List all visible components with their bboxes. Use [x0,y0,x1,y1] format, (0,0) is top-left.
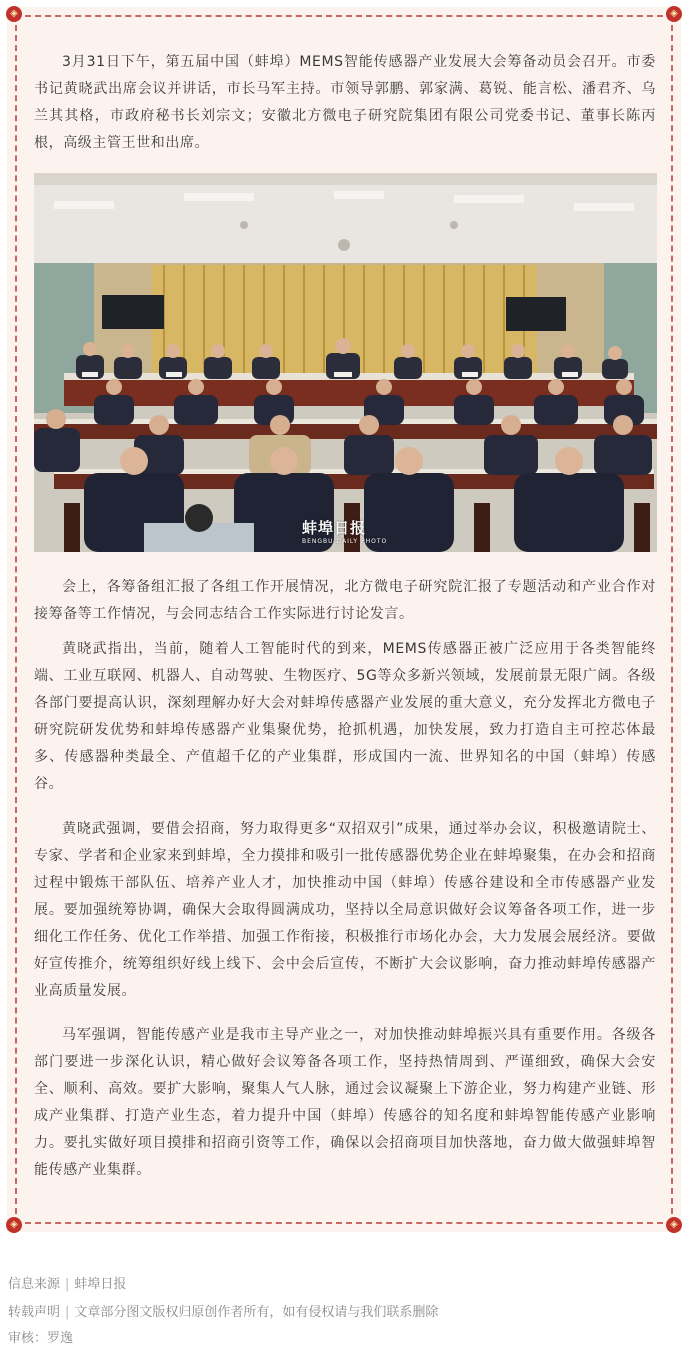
corner-ornament-icon: ◈ [6,6,22,22]
source-label: 信息来源 [8,1277,61,1292]
review-line: 审核：罗逸 [8,1331,74,1346]
corner-ornament-icon: ◈ [666,1217,682,1233]
corner-ornament-icon: ◈ [6,1217,22,1233]
paragraph-secretary-remarks: 黄晓武指出，当前，随着人工智能时代的到来，MEMS传感器正被广泛应用于各类智能终端、工业互联网、机器人、自动驾驶、生物医疗、5G等众多新兴领域，发展前景无限广阔。各级各部门要提高认识，深刻理解办好大会对蚌埠传感器产业发展的重大意义，充分发挥北方微电子研究院研发优势和蚌埠传感器产业集聚优势，抢抓机遇，加快发展，致力打造自主可控芯体最多、传感器种类最全、产值超千亿的产业集群，形成国内一流、世界知名的中国（蚌埠）传感谷。 [34,641,656,792]
paragraph-secretary-emphasis: 黄晓武强调，要借会招商，努力取得更多“双招双引”成果，通过举办会议，积极邀请院士、专家、学者和企业家来到蚌埠，全力摸排和吸引一批传感器优势企业在蚌埠聚集，在办会和招商过程中锻炼干部队伍、培养产业人才，加快推动中国（蚌埠）传感谷建设和全市传感器产业发展。要加强统筹协调，确保大会取得圆满成功，坚持以全局意识做好会议筹备各项工作，进一步细化工作任务、优化工作举措、加强工作衔接，积极推行市场化办会，大力发展会展经济。要做好宣传推介，统筹组织好线上线下、会中会后宣传，不断扩大会议影响，奋力推动蚌埠传感器产业高质量发展。 [34,821,656,999]
paragraph-mayor-emphasis: 马军强调，智能传感产业是我市主导产业之一，对加快推动蚌埠振兴具有重要作用。各级各部门要进一步深化认识，精心做好会议筹备各项工作，坚持热情周到、严谨细致，确保大会安全、顺利、高效。要扩大影响，聚集人气人脉，通过会议凝聚上下游企业，努力构建产业链、形成产业集群、打造产业生态，着力提升中国（蚌埠）传感谷的知名度和蚌埠智能传感产业影响力。要扎实做好项目摸排和招商引资等工作，确保以会招商项目加快落地，奋力做大做强蚌埠智能传感产业集群。 [34,1027,656,1178]
meeting-photo-illustration [34,173,657,552]
reprint-notice-line: 转载声明 | 文章部分图文版权归原创作者所有，如有侵权请与我们联系删除 [8,1305,439,1320]
corner-ornament-icon: ◈ [666,6,682,22]
notice-label: 转载声明 [8,1305,61,1320]
paragraph-meeting-report: 会上，各筹备组汇报了各组工作开展情况，北方微电子研究院汇报了专题活动和产业合作对接筹备等工作情况，与会同志结合工作实际进行讨论发言。 [34,579,656,622]
meeting-photo[interactable] [34,173,657,552]
paragraph-intro: 3月31日下午，第五届中国（蚌埠）MEMS智能传感器产业发展大会筹备动员会召开。市委书记黄晓武出席会议并讲话，市长马军主持。市领导郭鹏、郭家满、葛锐、能言松、潘君齐、乌兰其其格，市政府秘书长刘宗文；安徽北方微电子研究院集团有限公司党委书记、董事长陈丙根，高级主管王世和出席。 [34,54,656,151]
photo-watermark: 蚌埠日报 BENGBU DAILY PHOTO [302,519,388,545]
notice-value: 文章部分图文版权归原创作者所有，如有侵权请与我们联系删除 [74,1305,439,1320]
source-value: 蚌埠日报 [74,1277,127,1292]
source-line: 信息来源 | 蚌埠日报 [8,1277,127,1292]
